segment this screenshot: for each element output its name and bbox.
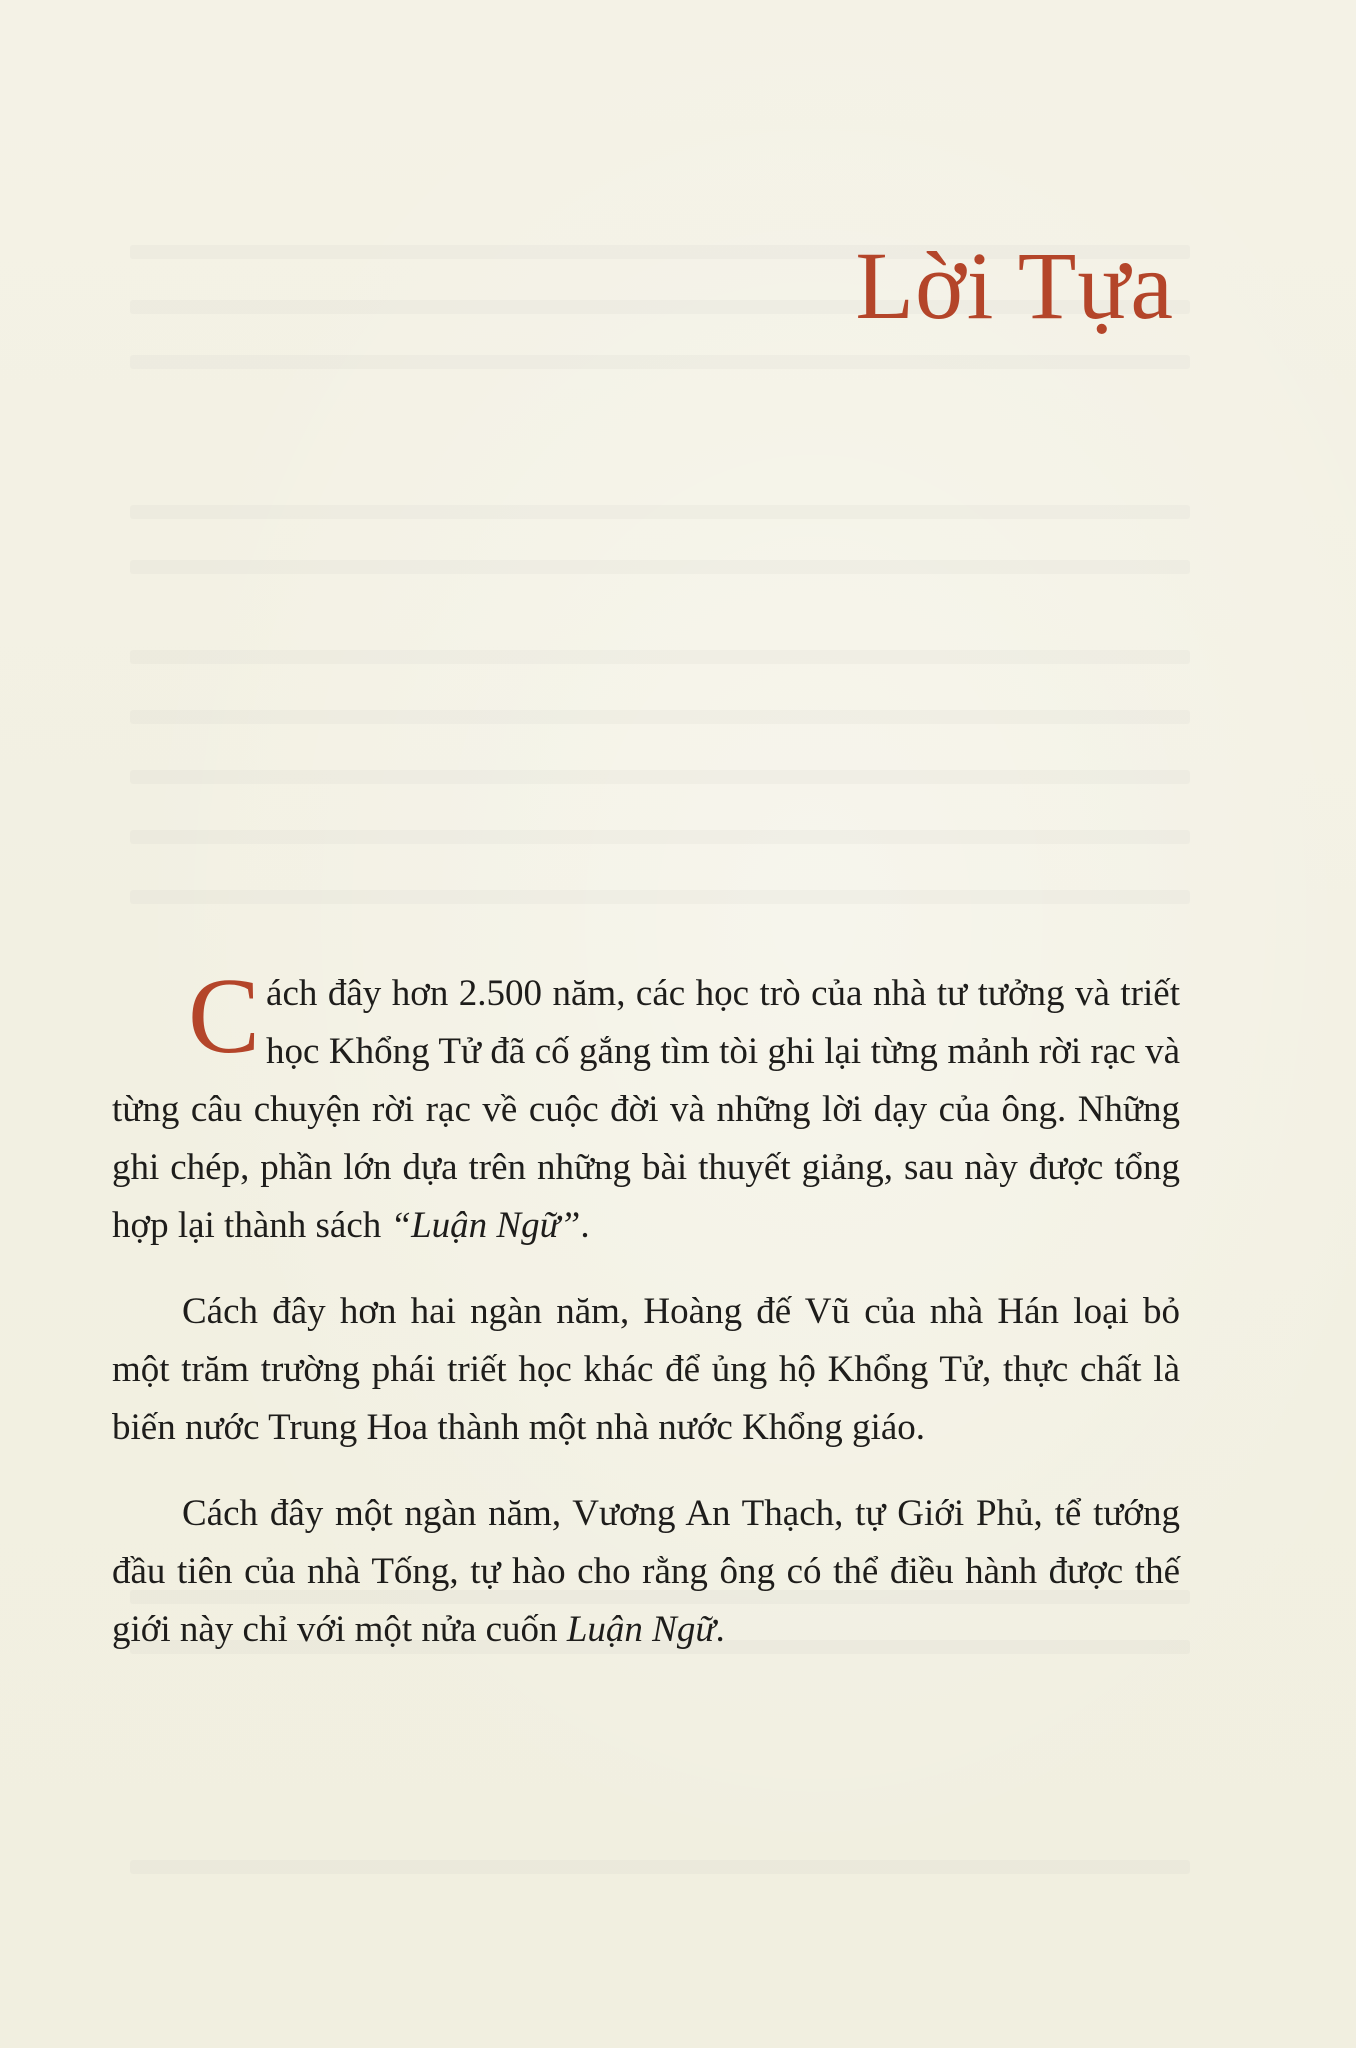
body-text xyxy=(112,957,1180,1687)
paragraph-1-end: . xyxy=(580,1205,590,1246)
paragraph-2-text: Cách đây hơn hai ngàn năm, Hoàng đế Vũ của nhà Hán loại bỏ một trăm trường phái triết học khác để ủng hộ Khổng Tử, thực chất là biến nước Trung Hoa thành một nhà nước Khổng giáo. xyxy=(112,1291,1180,1448)
paragraph-3-end: . xyxy=(715,1609,725,1650)
bleed-through-line xyxy=(130,770,1190,784)
paragraph-1-text: ách đây hơn 2.500 năm, các học trò của nhà tư tưởng và triết học Khổng Tử đã cố gắng tìm tòi ghi lại từng mảnh rời rạc và từng câu chuyện rời rạc về cuộc đời và những lời dạy của ông. Những ghi chép, phần lớn dựa trên những bài thuyết giảng, sau này được tổng hợp lại thành sách xyxy=(112,973,1180,1246)
bleed-through-line xyxy=(130,650,1190,664)
bleed-through-line xyxy=(130,830,1190,844)
page-title: Lời Tựa xyxy=(855,232,1174,339)
paragraph-1 xyxy=(112,957,1180,1255)
bleed-through-line xyxy=(130,505,1190,519)
book-title-italic: Luận Ngữ xyxy=(566,1609,716,1650)
paragraph-3 xyxy=(112,1485,1180,1659)
bleed-through-line xyxy=(130,355,1190,369)
bleed-through-line xyxy=(130,560,1190,574)
drop-cap: C xyxy=(188,957,261,1076)
paragraph-3-text: Cách đây một ngàn năm, Vương An Thạch, tự Giới Phủ, tể tướng đầu tiên của nhà Tống, tự hào cho rằng ông có thể điều hành được thế giới này chỉ với một nửa cuốn xyxy=(112,1493,1180,1650)
book-title-italic: “Luận Ngữ” xyxy=(390,1205,581,1246)
bleed-through-line xyxy=(130,1860,1190,1874)
bleed-through-line xyxy=(130,710,1190,724)
bleed-through-line xyxy=(130,890,1190,904)
paragraph-2 xyxy=(112,1283,1180,1457)
